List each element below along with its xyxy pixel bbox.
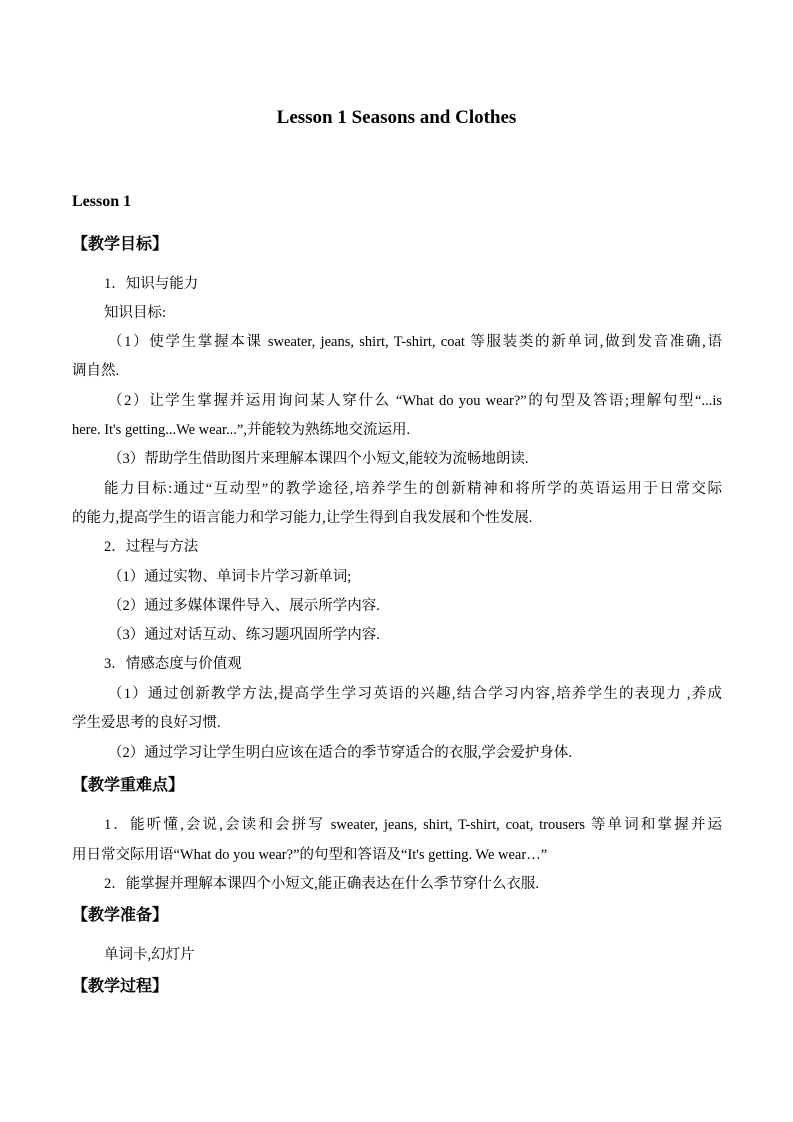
process-method-1: （1）通过实物、单词卡片学习新单词;: [108, 569, 352, 585]
objective-item-2-heading: 2．过程与方法: [104, 539, 199, 555]
knowledge-goal-3: （3）帮助学生借助图片来理解本课四个小短文,能较为流畅地朗读.: [108, 451, 529, 467]
objective-item-3-heading: 3．情感态度与价值观: [104, 656, 242, 672]
key-point-1-line-1: 1．能听懂,会说,会读和会拼写 sweater, jeans, shirt, T-shirt, coat, trousers 等单词和掌握并运: [104, 817, 722, 833]
section-heading-process: 【教学过程】: [72, 976, 169, 995]
knowledge-goal-1-line-2: 调自然.: [72, 363, 120, 379]
lesson-subtitle: Lesson 1: [72, 193, 132, 210]
emotion-goal-1-line-2: 学生爱思考的良好习惯.: [72, 715, 221, 731]
preparation-text: 单词卡,幻灯片: [104, 947, 195, 963]
objective-item-1-heading: 1．知识与能力: [104, 276, 199, 292]
process-method-2: （2）通过多媒体课件导入、展示所学内容.: [108, 598, 380, 614]
emotion-goal-1-line-1: （1）通过创新教学方法,提高学生学习英语的兴趣,结合学习内容,培养学生的表现力 ,养成: [108, 686, 722, 702]
key-point-1-line-2: 用日常交际用语“What do you wear?”的句型和答语及“It's getting. We wear…”: [72, 847, 548, 863]
knowledge-goal-2-line-1: （2）让学生掌握并运用询问某人穿什么 “What do you wear?”的句型及答语;理解句型“...is: [108, 393, 722, 409]
knowledge-goal-2-line-2: here. It's getting...We wear...”,并能较为熟练地交流运用.: [72, 422, 411, 438]
knowledge-goal-label: 知识目标:: [104, 305, 167, 321]
section-heading-key-points: 【教学重难点】: [72, 775, 185, 794]
emotion-goal-2: （2）通过学习让学生明白应该在适合的季节穿适合的衣服,学会爱护身体.: [108, 745, 572, 761]
document-title: Lesson 1 Seasons and Clothes: [276, 107, 517, 128]
knowledge-goal-1-line-1: （1）使学生掌握本课 sweater, jeans, shirt, T-shirt, coat 等服装类的新单词,做到发音准确,语: [108, 334, 722, 350]
key-point-2: 2．能掌握并理解本课四个小短文,能正确表达在什么季节穿什么衣服.: [104, 876, 539, 892]
ability-goal-line-2: 的能力,提高学生的语言能力和学习能力,让学生得到自我发展和个性发展.: [72, 510, 533, 526]
process-method-3: （3）通过对话互动、练习题巩固所学内容.: [108, 627, 380, 643]
section-heading-preparation: 【教学准备】: [72, 905, 169, 924]
ability-goal-line-1: 能力目标:通过“互动型”的教学途径,培养学生的创新精神和将所学的英语运用于日常交际: [104, 481, 722, 497]
section-heading-objectives: 【教学目标】: [72, 234, 169, 253]
